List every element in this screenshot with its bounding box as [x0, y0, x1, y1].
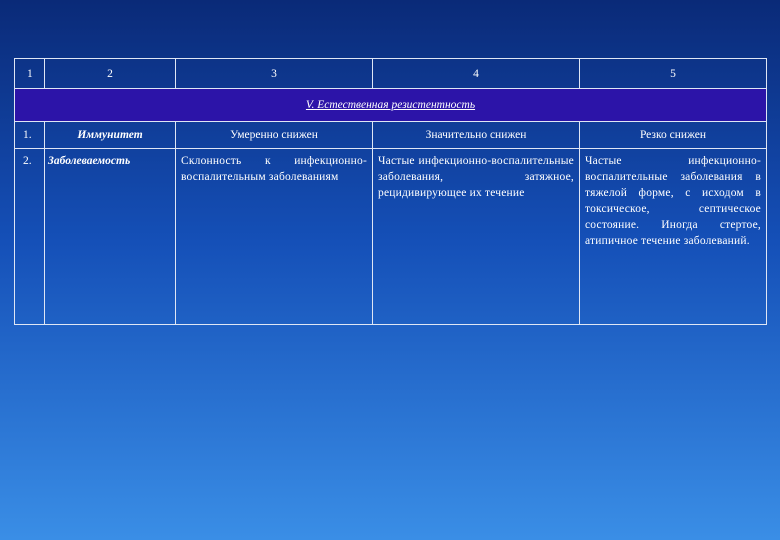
column-number-4: 4 [373, 59, 580, 89]
column-number-3: 3 [176, 59, 373, 89]
row-number: 1. [15, 122, 45, 149]
significant-cell: Частые инфекционно-воспалительные заболевания, затяжное, рецидивирующее их течение [373, 149, 580, 325]
resistance-table [14, 58, 767, 325]
column-number-1: 1 [15, 59, 45, 89]
section-row [15, 89, 767, 122]
table-row [15, 149, 767, 325]
severe-cell: Частые инфекционно-воспалительные заболевания в тяжелой форме, с исходом в токсическое, септическое состояние. Иногда стертое, атипичное течение заболеваний. [580, 149, 767, 325]
section-title: V. Естественная резистентность [15, 89, 767, 122]
table-row [15, 122, 767, 149]
row-name: Иммунитет [45, 122, 176, 149]
column-number-2: 2 [45, 59, 176, 89]
row-number: 2. [15, 149, 45, 325]
row-name: Заболеваемость [45, 149, 176, 325]
significant-cell: Значительно снижен [373, 122, 580, 149]
moderate-cell: Склонность к инфекционно-воспалительным заболеваниям [176, 149, 373, 325]
severe-cell: Резко снижен [580, 122, 767, 149]
column-number-row [15, 59, 767, 89]
column-number-5: 5 [580, 59, 767, 89]
moderate-cell: Умеренно снижен [176, 122, 373, 149]
